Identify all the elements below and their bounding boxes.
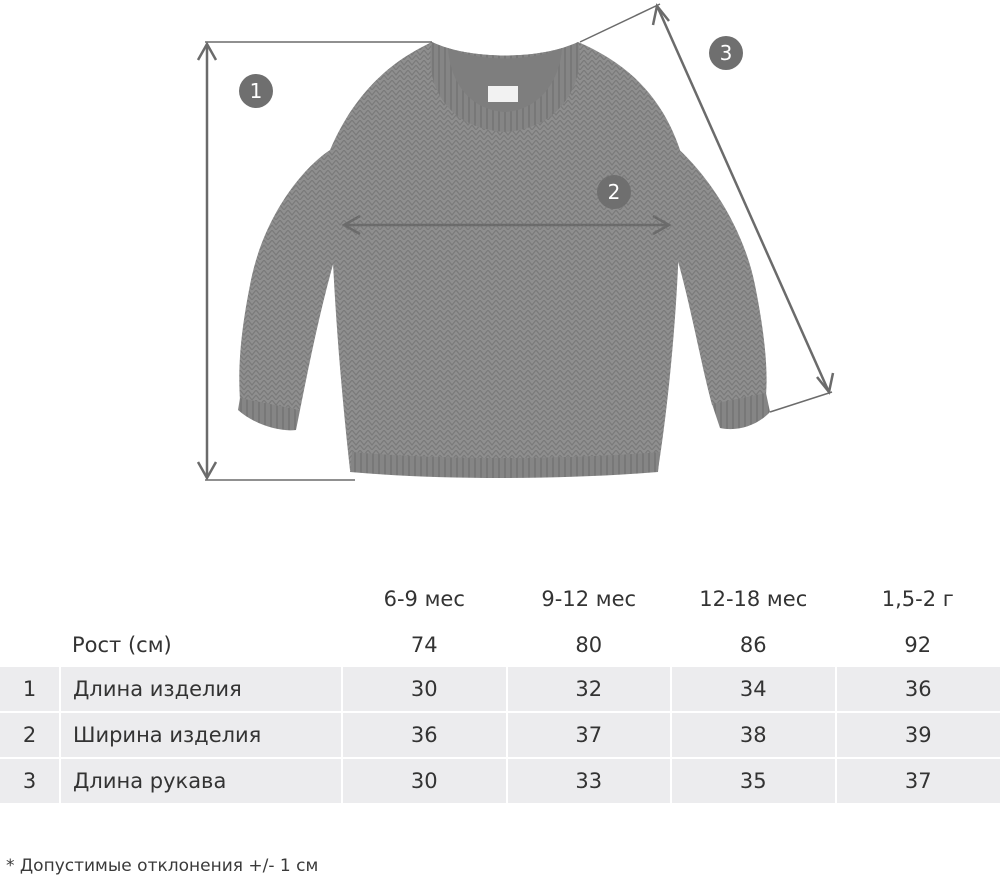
cell-value: 38	[671, 712, 836, 758]
size-header: 9-12 мес	[541, 587, 637, 611]
left-sleeve	[239, 150, 340, 410]
size-header: 6-9 мес	[383, 587, 465, 611]
cell-value: 36	[342, 712, 507, 758]
cell-value: 80	[575, 633, 603, 657]
marker-2	[597, 175, 631, 209]
cell-value: 74	[410, 633, 438, 657]
cell-value: 35	[671, 758, 836, 804]
cell-value: 30	[342, 758, 507, 804]
footnote: * Допустимые отклонения +/- 1 см	[6, 856, 319, 876]
cell-value: 32	[507, 667, 672, 712]
row-label: Рост (см)	[72, 633, 172, 657]
marker-3	[709, 36, 743, 70]
header-empty-num	[0, 575, 60, 623]
cell-value: 33	[507, 758, 672, 804]
header-empty-name	[60, 575, 342, 623]
measure-guide-cuff	[770, 392, 832, 412]
marker-1	[239, 74, 273, 108]
svg-text:2: 2	[607, 180, 621, 204]
row-label: Длина изделия	[60, 667, 342, 712]
table-row	[0, 712, 1000, 758]
size-header-row	[0, 575, 1000, 623]
size-header: 1,5-2 г	[881, 587, 954, 611]
cell-value: 30	[342, 667, 507, 712]
svg-text:3: 3	[719, 41, 733, 65]
cell-value: 86	[739, 633, 767, 657]
table-row-height	[0, 623, 1000, 667]
cell-value: 37	[507, 712, 672, 758]
row-num: 2	[0, 712, 60, 758]
row-num	[0, 623, 60, 667]
cell-value: 92	[904, 633, 932, 657]
row-num: 1	[0, 667, 60, 712]
size-table	[0, 575, 1000, 805]
measure-guide-shoulder	[580, 4, 660, 42]
right-sleeve	[668, 140, 767, 405]
cell-value: 36	[836, 667, 1000, 712]
row-num: 3	[0, 758, 60, 804]
row-label: Длина рукава	[60, 758, 342, 804]
svg-text:1: 1	[249, 79, 263, 103]
cell-value: 34	[671, 667, 836, 712]
row-label: Ширина изделия	[60, 712, 342, 758]
brand-label	[488, 86, 518, 102]
cell-value: 37	[836, 758, 1000, 804]
size-header: 12-18 мес	[699, 587, 808, 611]
table-row	[0, 758, 1000, 804]
table-row	[0, 667, 1000, 712]
cell-value: 39	[836, 712, 1000, 758]
